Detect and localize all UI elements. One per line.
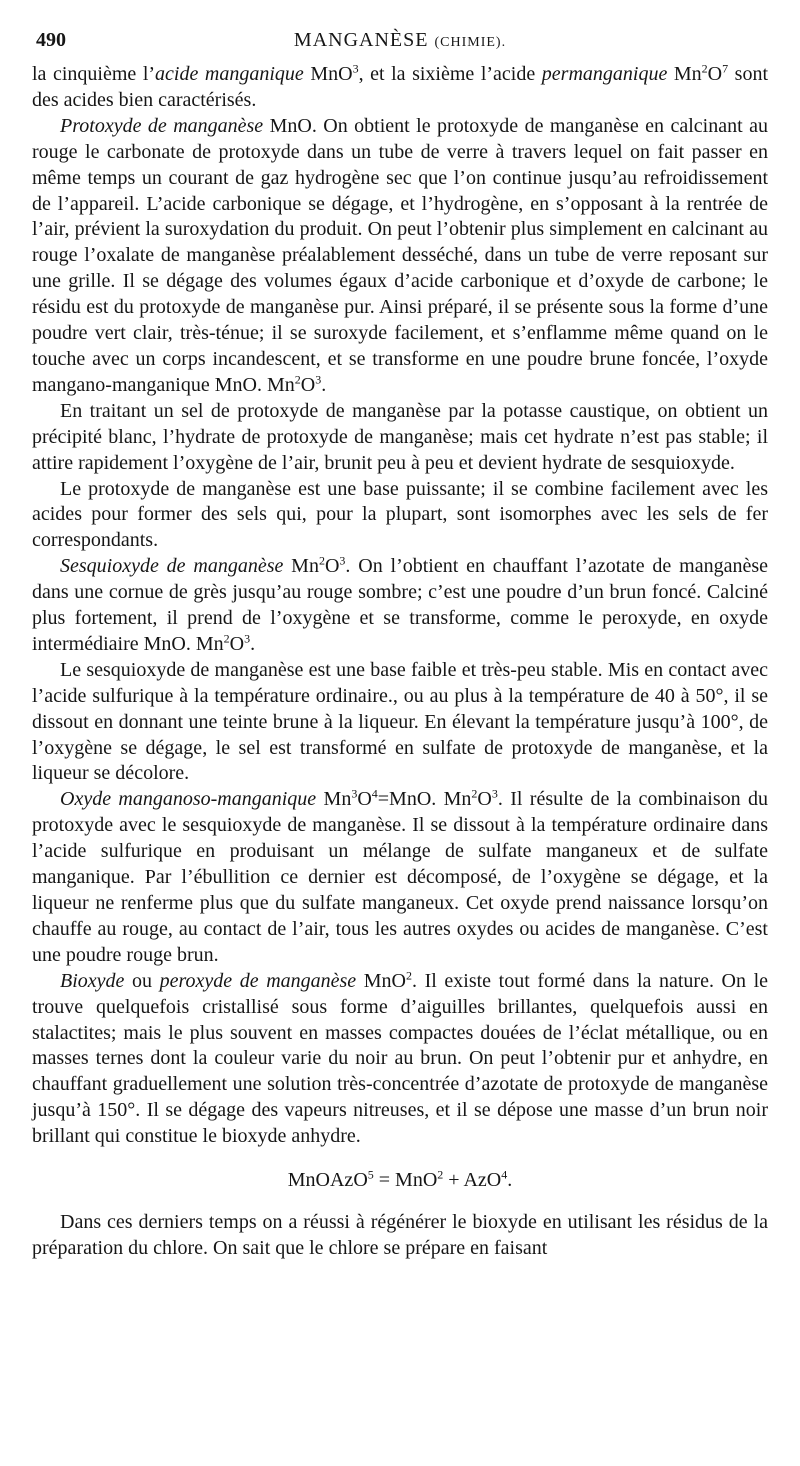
document-page: [32, 28, 768, 1262]
chemical-equation: MnOAzO$^5$ = MnO$^2$ + AzO$^4$.: [287, 1167, 513, 1192]
running-head-subtitle: (CHIMIE).: [434, 35, 507, 50]
paragraph-bioxyde: Bioxyde ou peroxyde de manganèse MnO$^2$. Il existe tout formé dans la nature. On le trouve quelquefois cristallisé sous forme d’aiguilles brillantes, quelquefois aussi en stalactites; mais le plus souvent en masses compactes douées de l’éclat métallique, ou en masses ternes dont la couleur varie du noir au brun. On peut l’obtenir pur et anhydre, en chauffant graduellement une solution très-concentrée d’azotate de protoxyde de manganèse jusqu’à 150°. Il se dégage des vapeurs nitreuses, et il se dépose une masse d’un brun noir brillant qui constitue le bioxyde anhydre.: [32, 968, 769, 1148]
running-head: [32, 28, 768, 56]
paragraph-base: Le protoxyde de manganèse est une base puissante; il se combine facilement avec les acides pour former des sels qui, pour la plupart, sont isomorphes avec les sels de fer correspondants.: [32, 477, 768, 552]
running-head-title: MANGANÈSE: [293, 29, 429, 51]
paragraph-protoxyde: Protoxyde de manganèse MnO. On obtient le protoxyde de manganèse en calcinant au rouge le carbonate de protoxyde dans un tube de verre à travers lequel on fait passer en même temps un courant de gaz hydrogène sec que l’on continue jusqu’au refroidissement de l’appareil. L’acide carbonique se dégage, et l’hydrogène, en s’opposant à la rentrée de l’air, prévient la suroxydation du produit. On peut l’obtenir plus simplement en calcinant au rouge l’oxalate de manganèse préalablement desséché, dans un tube de verre reposant sur une grille. Il se dégage des volumes égaux d’acide carbonique et d’oxyde de carbone; le résidu est du protoxyde de manganèse pur. Ainsi préparé, il se présente sous la forme d’une poudre vert clair, très-ténue; il se suroxyde facilement, et s’enflamme même quand on le touche avec un corps incandescent, et se transforme en une poudre brune foncée, l’oxyde mangano-manganique MnO. $Mn^2O^3$.: [32, 114, 768, 396]
page-number: 490: [36, 29, 66, 51]
paragraph-continuation: la cinquième l’acide manganique MnO$^3$, et la sixième l’acide permanganique $Mn^2O^7$ sont des acides bien caractérisés.: [32, 61, 769, 111]
paragraph-final: Dans ces derniers temps on a réussi à régénérer le bioxyde en utilisant les résidus de la préparation du chlore. On sait que le chlore se prépare en faisant: [32, 1210, 768, 1259]
paragraph-sesquioxyde: Sesquioxyde de manganèse $Mn^2O^3$. On l’obtient en chauffant l’azotate de manganèse dans une cornue de grès jusqu’au rouge sombre; c’est une poudre d’un brun foncé. Calciné plus fortement, il prend de l’oxygène et se transforme, comme le peroxyde, en oxyde intermédiaire MnO. $Mn^2O^3$.: [32, 553, 768, 655]
page-header: [32, 28, 768, 62]
paragraph-oxyde-manganoso: Oxyde manganoso-manganique $Mn^3O^4=MnO$. $Mn^2O^3$. Il résulte de la combinaison du protoxyde avec le sesquioxyde de manganèse. Il se dissout à la température ordinaire dans l’acide sulfurique en produisant un mélange de sulfate manganeux et de sulfate manganique. Par l’ébullition ce dernier est décomposé, de l’oxygène se dégage, et la liqueur ne renferme plus que du sulfate manganeux. Cet oxyde prend naissance lorsqu’on chauffe au rouge, au contact de l’air, tous les autres oxydes ou acides de manganèse. C’est une poudre rouge brun.: [32, 786, 768, 966]
paragraph-hydrate: En traitant un sel de protoxyde de manganèse par la potasse caustique, on obtient un précipité blanc, l’hydrate de protoxyde de manganèse; mais cet hydrate n’est pas stable; il attire rapidement l’oxygène de l’air, brunit peu à peu et devient hydrate de sesquioxyde.: [32, 399, 768, 474]
paragraph-sesquioxyde-properties: Le sesquioxyde de manganèse est une base faible et très-peu stable. Mis en contact avec l’acide sulfurique à la température ordinaire., ou au plus à la température de 40 à 50°, il se dissout en donnant une teinte brune à la liqueur. En élevant la température jusqu’à 100°, de l’oxygène se dégage, le sel est transformé en sulfate de protoxyde de manganèse, et la liqueur se décolore.: [32, 658, 768, 785]
